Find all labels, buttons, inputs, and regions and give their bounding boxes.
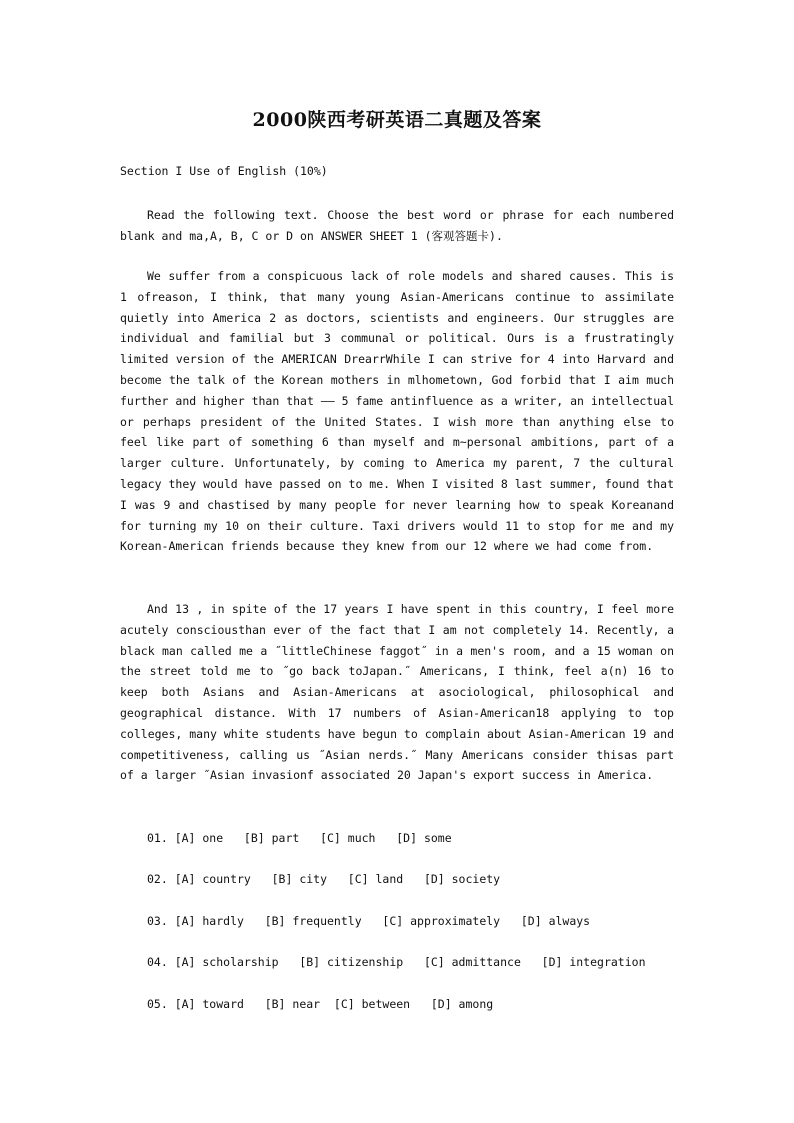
passage-paragraph-2: And 13 , in spite of the 17 years I have spent in this country, I feel more acutely consciousthan ever of the fact that I am not completely 14. Recently, a black man called me a ˝littleChinese faggot˝ in a men's room, and a 15 woman on the street told me to ˝go back toJapan.˝ Americans, I think, feel a(n) 16 to keep both Asians and Asian-Americans at asociological, philosophical and geographical distance. With 17 numbers of Asian-American18 applying to top colleges, many white students have begun to complain about Asian-American 19 and competitiveness, calling us ˝Asian nerds.˝ Many Americans consider thisas part of a larger ˝Asian invasionf associated 20 Japan's export success in America. xyxy=(120,602,674,783)
instructions-paragraph: Read the following text. Choose the best word or phrase for each numbered blank and ma,A, B, C or D on ANSWER SHEET 1 (客观答题卡). xyxy=(120,208,674,243)
document-title: 2000陕西考研英语二真题及答案 xyxy=(252,109,542,131)
question-04-options: 04. [A] scholarship [B] citizenship [C] admittance [D] integration xyxy=(147,955,646,969)
passage-paragraph-1: We suffer from a conspicuous lack of role models and shared causes. This is 1 ofreason, I think, that many young Asian-Americans continue to assimilate quietly into America 2 as doctors, scientists and engineers. Our struggles are individual and familial but 3 communal or political. Ours is a frustratingly limited version of the AMERICAN DrearrWhile I can strive for 4 into Harvard and become the talk of the Korean mothers in mlhometown, God forbid that I aim much further and higher than that —— 5 fame antinfluence as a writer, an intellectual or perhaps president of the United States. I wish more than anything else to feel like part of something 6 than myself and m~personal ambitions, part of a larger culture. Unfortunately, by coming to America my parent, 7 the cultural legacy they would have passed on to me. When I visited 8 last summer, found that I was 9 and chastised by many people for never learning how to speak Koreanand for turning my 10 on their culture. Taxi drivers would 11 to stop for me and my Korean-American friends because they knew from our 12 where we had come from. xyxy=(120,269,674,554)
question-01-options: 01. [A] one [B] part [C] much [D] some xyxy=(147,831,452,845)
question-05-options: 05. [A] toward [B] near [C] between [D] among xyxy=(147,997,494,1011)
question-03-options: 03. [A] hardly [B] frequently [C] approximately [D] always xyxy=(147,914,591,928)
section-heading: Section I Use of English (10%) xyxy=(120,164,328,178)
question-02-options: 02. [A] country [B] city [C] land [D] society xyxy=(147,872,501,886)
